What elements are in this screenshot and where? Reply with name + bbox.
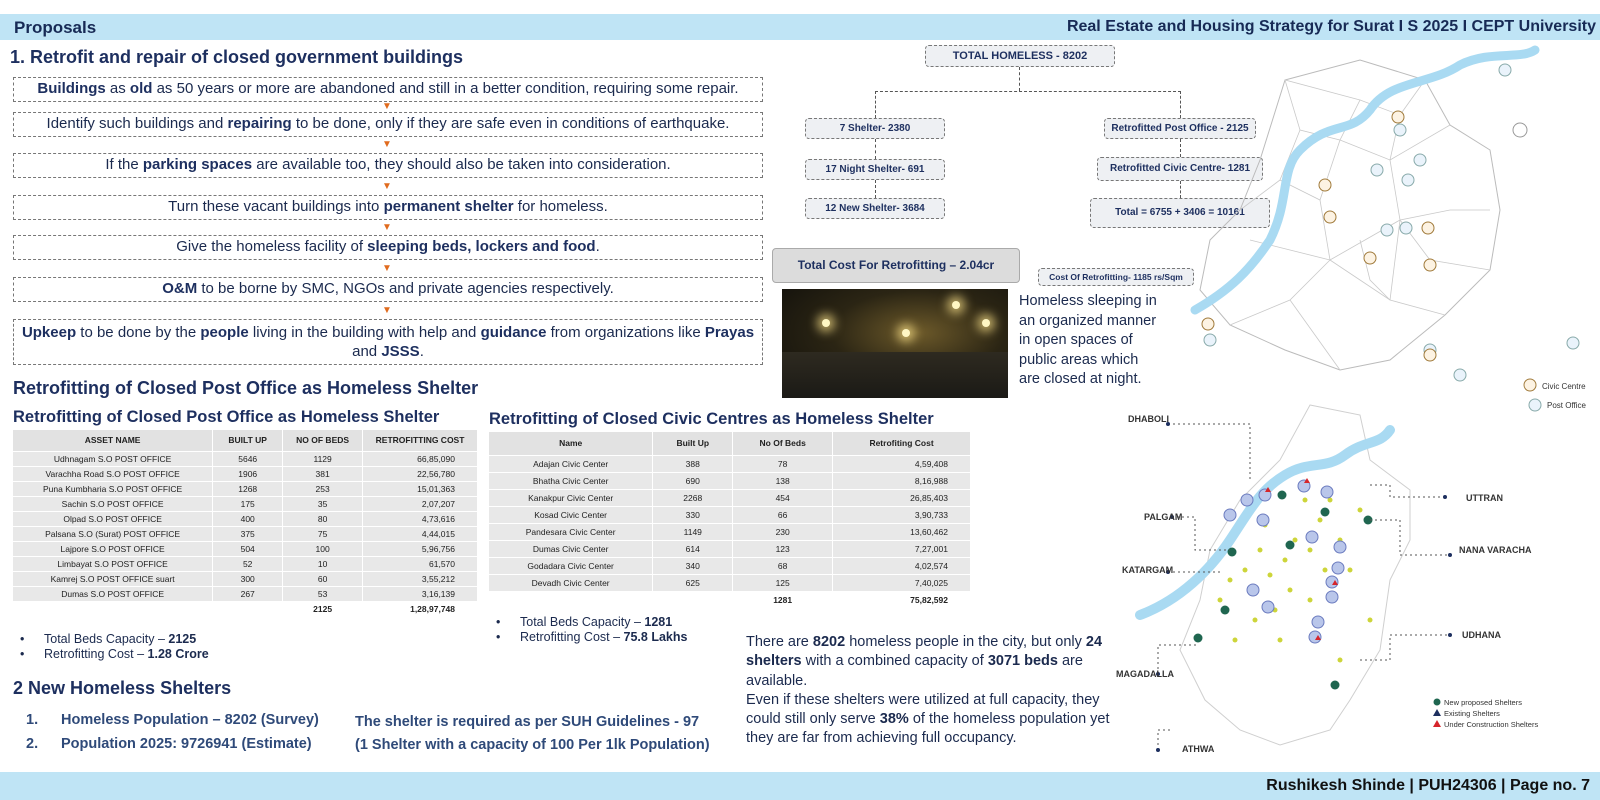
table-row (489, 574, 971, 591)
table-row (13, 556, 478, 571)
place-dhaboli: DHABOLI (1128, 414, 1169, 424)
flow-connector-l2 (875, 180, 876, 198)
summary-bullet: • Total Beds Capacity – 1281 (496, 615, 673, 629)
process-step-4: Turn these vacant buildings into permanent shelter for homeless. (13, 195, 763, 220)
table-cell (13, 601, 213, 616)
table-cell: Puna Kumbharia S.O POST OFFICE (13, 481, 213, 496)
table-cell: 375 (213, 526, 283, 541)
guideline-line-2: (1 Shelter with a capacity of 100 Per 1lk Population) (355, 737, 710, 753)
table-cell: Udhnagam S.O POST OFFICE (13, 451, 213, 466)
table-cell: 175 (213, 496, 283, 511)
map2-legend (1433, 698, 1538, 729)
table-cell: 2,07,207 (363, 496, 478, 511)
table-cell: 53 (283, 586, 363, 601)
summary-bullet: • Retrofitting Cost – 75.8 Lakhs (496, 630, 688, 644)
table-cell: 1129 (283, 451, 363, 466)
flow-left-3: 12 New Shelter- 3684 (805, 198, 945, 219)
table-cell: 1,28,97,748 (363, 601, 478, 616)
process-step-2: Identify such buildings and repairing to be done, only if they are safe even in conditions of earthquake. (13, 112, 763, 137)
table-cell: 60 (283, 571, 363, 586)
table-header: RETROFITTING COST (363, 430, 478, 451)
flow-right-2: Retrofitted Civic Centre- 1281 (1097, 157, 1263, 181)
table-cell: 4,73,616 (363, 511, 478, 526)
map-civic-postoffice (1190, 40, 1600, 400)
table-cell: 2125 (283, 601, 363, 616)
table-row (489, 455, 971, 472)
table-row (13, 526, 478, 541)
table-cell: 454 (733, 489, 833, 506)
homeless-photo (782, 289, 1008, 398)
table-row (13, 571, 478, 586)
table-cell: 340 (653, 557, 733, 574)
section2-title: Retrofitting of Closed Post Office as Homeless Shelter (13, 378, 479, 398)
table-cell: 1906 (213, 466, 283, 481)
table-cell: 4,44,015 (363, 526, 478, 541)
map1-legend-civic: Civic Centre (1542, 382, 1586, 391)
table-cell: 504 (213, 541, 283, 556)
table-cell: Adajan Civic Center (489, 455, 653, 472)
flow-connector-left (875, 91, 876, 118)
flow-connector-r2 (1180, 181, 1181, 198)
table-cell: Devadh Civic Center (489, 574, 653, 591)
process-step-1: Buildings as old as 50 years or more are abandoned and still in a better condition, requiring some repair. (13, 77, 763, 102)
guideline-note (355, 711, 710, 757)
table-cell: 330 (653, 506, 733, 523)
table-cell: 1268 (213, 481, 283, 496)
table-cell: 3,16,139 (363, 586, 478, 601)
table-cell: 61,570 (363, 556, 478, 571)
table-cell: 2268 (653, 489, 733, 506)
table-cell: 4,59,408 (833, 455, 971, 472)
flow-left-2: 17 Night Shelter- 691 (805, 159, 945, 180)
table-cell: 690 (653, 472, 733, 489)
process-step-6: O&M to be borne by SMC, NGOs and private agencies respectively. (13, 277, 763, 302)
table-cell: 388 (653, 455, 733, 472)
footer-credit: Rushikesh Shinde | PUH24306 | Page no. 7 (1266, 777, 1590, 794)
map-shelters (1110, 400, 1600, 770)
process-arrow-icon: ▼ (382, 139, 392, 150)
table-cell: 7,40,025 (833, 574, 971, 591)
flow-cost-total: Total Cost For Retrofitting – 2.04cr (772, 248, 1020, 283)
table-cell: 3,55,212 (363, 571, 478, 586)
table-row (13, 466, 478, 481)
flow-left-1: 7 Shelter- 2380 (805, 118, 945, 139)
place-athwa: ATHWA (1182, 744, 1215, 754)
table-header: ASSET NAME (13, 430, 213, 451)
flow-right-1: Retrofitted Post Office - 2125 (1104, 118, 1256, 139)
table-row (13, 481, 478, 496)
svg-text:Existing Shelters: Existing Shelters (1444, 709, 1500, 718)
table-cell: Dumas S.O POST OFFICE (13, 586, 213, 601)
table-cell: 66,85,090 (363, 451, 478, 466)
table-row (13, 541, 478, 556)
place-katargam: KATARGAM (1122, 565, 1174, 575)
table-cell: 625 (653, 574, 733, 591)
table-cell: 123 (733, 540, 833, 557)
post-office-table (13, 430, 478, 617)
table-cell: 5,96,756 (363, 541, 478, 556)
table-cell: 13,60,462 (833, 523, 971, 540)
table-cell: 75 (283, 526, 363, 541)
table-cell: 68 (733, 557, 833, 574)
process-step-3: If the parking spaces are available too, they should also be taken into consideration. (13, 153, 763, 178)
table-cell: 26,85,403 (833, 489, 971, 506)
table-cell (489, 591, 653, 608)
flow-connector-r1 (1180, 139, 1181, 157)
guideline-line-1: The shelter is required as per SUH Guidelines - 97 (355, 714, 700, 730)
svg-text:New proposed Shelters: New proposed Shelters (1444, 698, 1522, 707)
table-cell: 52 (213, 556, 283, 571)
table-row (489, 489, 971, 506)
flow-right-3: Total = 6755 + 3406 = 10161 (1090, 198, 1270, 228)
photo-caption: Homeless sleeping in an organized manner in open spaces of public areas which are closed at night. (1019, 293, 1157, 387)
svg-text:Under Construction Shelters: Under Construction Shelters (1444, 720, 1539, 729)
table-cell: 1281 (733, 591, 833, 608)
table-row (13, 496, 478, 511)
place-udhana: UDHANA (1462, 630, 1501, 640)
table-cell: 381 (283, 466, 363, 481)
summary-paragraph: There are 8202 homeless people in the city, but only 24 shelters with a combined capacity of 3071 beds are available. Even if these shelters were utilized at full capacity, they could still only serve 38% of the homeless population yet they are far from achieving full occupancy. (746, 634, 1110, 747)
process-arrow-icon: ▼ (382, 101, 392, 112)
summary-bullet: • Retrofitting Cost – 1.28 Crore (20, 647, 209, 661)
flow-cost-sqm: Cost Of Retrofitting- 1185 rs/Sqm (1038, 268, 1194, 286)
header-left-title: Proposals (14, 18, 97, 37)
table-row (489, 472, 971, 489)
table-cell: Kanakpur Civic Center (489, 489, 653, 506)
table-cell: Varachha Road S.O POST OFFICE (13, 466, 213, 481)
table-row (489, 557, 971, 574)
new-shelters-title: 2 New Homeless Shelters (13, 678, 232, 698)
civic-summary (496, 615, 687, 645)
table-row (13, 511, 478, 526)
svg-text:Post Office: Post Office (1547, 401, 1586, 410)
flow-connector-root (1019, 67, 1020, 91)
flow-connector-l1 (875, 139, 876, 159)
place-uttran: UTTRAN (1466, 493, 1503, 503)
place-magadalla: MAGADALLA (1116, 669, 1174, 679)
table-cell: 5646 (213, 451, 283, 466)
flow-root: TOTAL HOMELESS - 8202 (925, 45, 1115, 67)
table-cell: Dumas Civic Center (489, 540, 653, 557)
table-cell: Bhatha Civic Center (489, 472, 653, 489)
table-cell: Kamrej S.O POST OFFICE suart (13, 571, 213, 586)
table-cell: 10 (283, 556, 363, 571)
table-row (13, 586, 478, 601)
new-shelters-item-2: 2. Population 2025: 9726941 (Estimate) (26, 736, 312, 752)
table-cell: 253 (283, 481, 363, 496)
section1-title: 1. Retrofit and repair of closed government buildings (10, 47, 464, 67)
table-row (489, 540, 971, 557)
table-cell: 80 (283, 511, 363, 526)
table-cell: Lajpore S.O POST OFFICE (13, 541, 213, 556)
flow-connector-h (875, 91, 1181, 92)
table-cell (653, 591, 733, 608)
table-cell: Pandesara Civic Center (489, 523, 653, 540)
table-cell: Olpad S.O POST OFFICE (13, 511, 213, 526)
table-cell: 35 (283, 496, 363, 511)
process-arrow-icon: ▼ (382, 304, 392, 316)
footer-bar (0, 772, 1600, 800)
process-step-7: Upkeep to be done by the people living in the building with help and guidance from organizations like Prayas and JSSS. (13, 319, 763, 365)
process-arrow-icon: ▼ (382, 180, 392, 192)
table-cell: 7,27,001 (833, 540, 971, 557)
table-cell: Godadara Civic Center (489, 557, 653, 574)
civic-table (489, 432, 971, 609)
post-office-summary (20, 632, 209, 662)
process-arrow-icon: ▼ (382, 221, 392, 233)
table-cell: 400 (213, 511, 283, 526)
table-cell: Palsana S.O (Surat) POST OFFICE (13, 526, 213, 541)
process-step-5: Give the homeless facility of sleeping beds, lockers and food. (13, 235, 763, 260)
table-cell: 8,16,988 (833, 472, 971, 489)
table-row (489, 523, 971, 540)
table-cell: 75,82,592 (833, 591, 971, 608)
table-cell: 4,02,574 (833, 557, 971, 574)
table-cell: 78 (733, 455, 833, 472)
table-cell: 100 (283, 541, 363, 556)
table-cell: 15,01,363 (363, 481, 478, 496)
flow-connector-right (1180, 91, 1181, 118)
table-header: NO OF BEDS (283, 430, 363, 451)
table-total-row (489, 591, 971, 608)
table-cell: 125 (733, 574, 833, 591)
place-palgam: PALGAM (1144, 512, 1183, 522)
table-cell: 1149 (653, 523, 733, 540)
table-cell: Limbayat S.O POST OFFICE (13, 556, 213, 571)
table-total-row (13, 601, 478, 616)
civic-centre-legend-icon (1524, 379, 1536, 391)
civic-table-title: Retrofitting of Closed Civic Centres as Homeless Shelter (489, 410, 934, 428)
table-cell: Kosad Civic Center (489, 506, 653, 523)
table-header: No Of Beds (733, 432, 833, 455)
table-cell: 66 (733, 506, 833, 523)
table-header: Name (489, 432, 653, 455)
new-shelters-list (26, 708, 319, 756)
summary-bullet: • Total Beds Capacity – 2125 (20, 632, 197, 646)
table-cell: 267 (213, 586, 283, 601)
post-office-table-title: Retrofitting of Closed Post Office as Homeless Shelter (13, 408, 440, 426)
process-arrow-icon: ▼ (382, 262, 392, 274)
header-right-title: Real Estate and Housing Strategy for Surat I S 2025 I CEPT University (1066, 18, 1596, 35)
table-header: BUILT UP (213, 430, 283, 451)
table-cell: 3,90,733 (833, 506, 971, 523)
header-bar (0, 14, 1600, 40)
table-row (489, 506, 971, 523)
table-header: Retrofiting Cost (833, 432, 971, 455)
table-cell: 300 (213, 571, 283, 586)
table-cell: 138 (733, 472, 833, 489)
table-cell: 22,56,780 (363, 466, 478, 481)
place-nana-varacha: NANA VARACHA (1459, 545, 1532, 555)
table-header: Built Up (653, 432, 733, 455)
river-path (1195, 50, 1535, 310)
table-row (13, 451, 478, 466)
new-shelters-item-1: 1. Homeless Population – 8202 (Survey) (26, 712, 319, 728)
table-cell: 230 (733, 523, 833, 540)
table-cell: 614 (653, 540, 733, 557)
table-cell (213, 601, 283, 616)
table-cell: Sachin S.O POST OFFICE (13, 496, 213, 511)
